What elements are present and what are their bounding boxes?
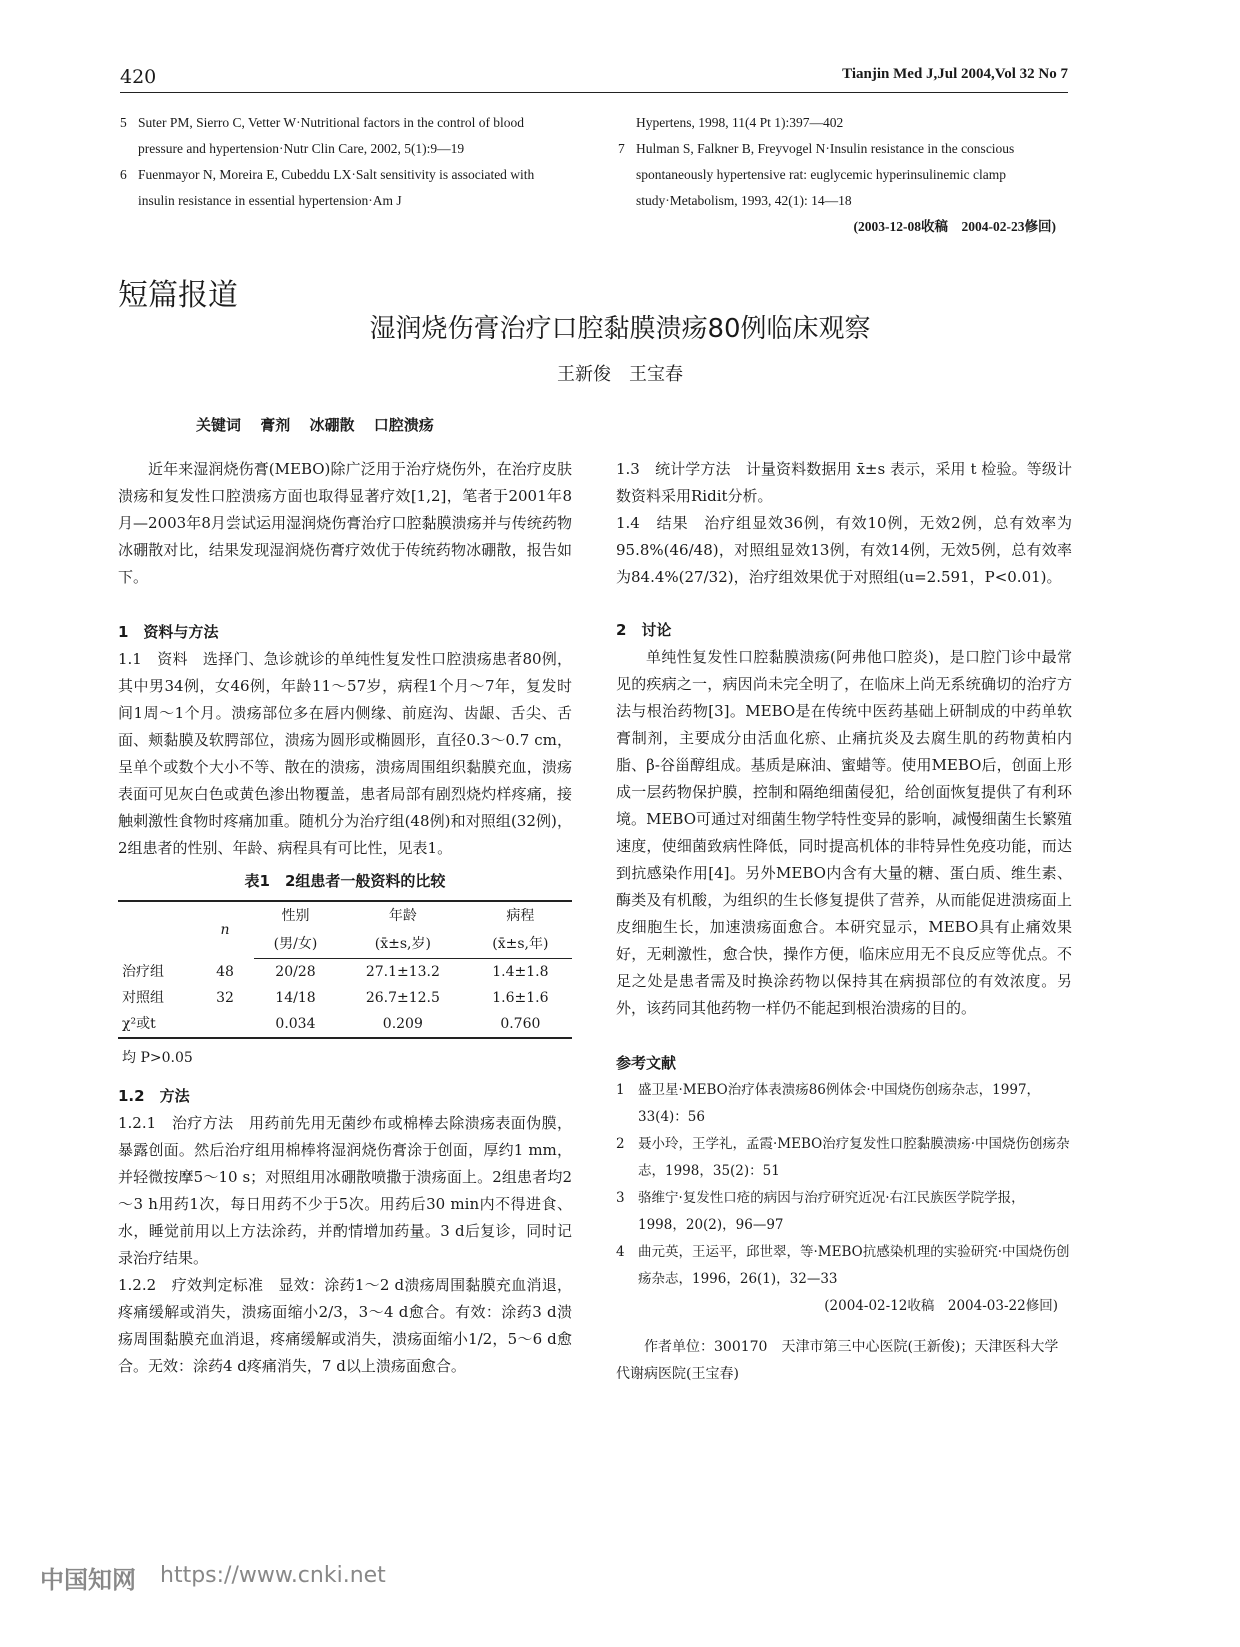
section-1-4: 1.4 结果 治疗组显效36例，有效10例，无效2例，总有效率为95.8%(46/48)，对照组显效13例，有效14例，无效5例，总有效率为84.4%(27/32)，治疗组效果优于对照组(u=2.591，P<0.01)。 [616, 514, 1072, 586]
table-cell: 26.7±12.5 [365, 990, 440, 1006]
reference-item [616, 1185, 1072, 1239]
table-row [118, 1011, 572, 1038]
top-references-left [120, 110, 568, 214]
table-header-cell: (x̄±s,年) [469, 930, 572, 959]
reference-number: 2 [616, 1136, 625, 1152]
reference-number: 3 [616, 1190, 625, 1206]
keyword: 冰硼散 [309, 416, 355, 434]
table-cell: 治疗组 [122, 963, 164, 980]
right-column [616, 456, 1072, 1388]
reference-number: 5 [120, 115, 127, 130]
reference-text: Suter PM, Sierro C, Vetter W·Nutritional factors in the control of blood pressure and hypertension·Nutr Clin Care, 2002, 5(1):9—19 [138, 115, 525, 156]
table-caption: 表1 2组患者一般资料的比较 [244, 872, 446, 890]
header-rule [120, 92, 1068, 93]
left-column [118, 456, 572, 1380]
table-header-row [118, 901, 572, 930]
reference-text: 曲元英，王运平，邱世翠，等·MEBO抗感染机理的实验研究·中国烧伤创疡杂志，1996，26(1)，32—33 [638, 1244, 1070, 1287]
footer-url[interactable]: https://www.cnki.net [160, 1563, 386, 1588]
page-number: 420 [120, 66, 157, 88]
data-table [118, 900, 572, 1039]
received-note: (2004-02-12收稿 2004-03-22修回) [824, 1298, 1058, 1314]
table-cell: 48 [216, 963, 234, 980]
section-heading: 2 讨论 [616, 621, 672, 639]
reference-text: Fuenmayor N, Moreira E, Cubeddu LX·Salt sensitivity is associated with insulin resistance in essential hypertension·Am J [138, 167, 535, 208]
table-cell: 27.1±13.2 [365, 964, 440, 980]
table-cell: 20/28 [275, 964, 316, 980]
column-label: 短篇报道 [118, 278, 238, 313]
table-cell: 1.4±1.8 [492, 964, 549, 980]
table-header-cell: 年龄 [337, 901, 469, 930]
reference-number: 6 [120, 167, 127, 182]
reference-text: 骆维宁·复发性口疮的病因与治疗研究近况·右江民族医学院学报，1998，20(2)，96—97 [638, 1190, 1025, 1233]
top-references-right [618, 110, 1070, 240]
table-cell [196, 1011, 254, 1038]
reference-item [120, 162, 568, 214]
reference-number: 4 [616, 1244, 625, 1260]
reference-item [616, 1131, 1072, 1185]
reference-text: Hulman S, Falkner B, Freyvogel N·Insulin resistance in the conscious spontaneously hypertensive rat: euglycemic hyperinsulinemic clamp study·Metabolism, 1993, 42(1): 14—18 [636, 141, 1015, 208]
table-cell: 0.034 [254, 1011, 337, 1038]
references-heading: 参考文献 [616, 1054, 677, 1072]
reference-text: 聂小玲，王学礼，孟霞·MEBO治疗复发性口腔黏膜溃疡·中国烧伤创疡杂志，1998，35(2)：51 [638, 1136, 1070, 1179]
section-1-3: 1.3 统计学方法 计量资料数据用 x̄±s 表示，采用 t 检验。等级计数资料采用Ridit分析。 [616, 460, 1072, 505]
table-header-cell [118, 901, 196, 959]
table-cell: 对照组 [122, 990, 164, 1006]
author-affiliation: 作者单位：300170 天津市第三中心医院(王新俊)；天津医科大学代谢病医院(王宝春) [616, 1339, 1059, 1382]
reference-number: 7 [618, 141, 625, 156]
section-heading: 1.2 方法 [118, 1087, 190, 1105]
article-authors: 王新俊 王宝春 [557, 364, 683, 385]
reference-list [616, 1077, 1072, 1320]
reference-item [120, 110, 568, 162]
table-header-cell: (男/女) [254, 930, 337, 959]
table-row [118, 959, 572, 986]
section-1-1: 1.1 资料 选择门、急诊就诊的单纯性复发性口腔溃疡患者80例，其中男34例，女46例，年龄11～57岁，病程1个月～7年，复发时间1周～1个月。溃疡部位多在唇内侧缘、前庭沟、齿龈、舌尖、舌面、颊黏膜及软腭部位，溃疡为圆形或椭圆形，直径0.3～0.7 cm，呈单个或数个大小不等、散在的溃疡，溃疡周围组织黏膜充血，溃疡表面可见灰白色或黄色渗出物覆盖，患者局部有剧烈烧灼样疼痛，接触刺激性食物时疼痛加重。随机分为治疗组(48例)和对照组(32例)，2组患者的性别、年龄、病程具有可比性，见表1。 [118, 650, 572, 857]
table-cell: 14/18 [275, 990, 316, 1006]
table-row [118, 985, 572, 1011]
table-header-cell: (x̄±s,岁) [337, 930, 469, 959]
table-header-cell: 性别 [254, 901, 337, 930]
keywords-label: 关键词 [196, 416, 242, 434]
table-header-cell: 病程 [469, 901, 572, 930]
section-heading: 1 资料与方法 [118, 623, 219, 641]
journal-header: Tianjin Med J,Jul 2004,Vol 32 No 7 [842, 66, 1068, 82]
cnki-logo: 中国知网 [40, 1566, 136, 1594]
intro-paragraph: 近年来湿润烧伤膏(MEBO)除广泛用于治疗烧伤外，在治疗皮肤溃疡和复发性口腔溃疡方面也取得显著疗效[1,2]，笔者于2001年8月—2003年8月尝试运用湿润烧伤膏治疗口腔黏膜溃疡并与传统药物冰硼散对比，结果发现湿润烧伤膏疗效优于传统药物冰硼散，报告如下。 [118, 460, 572, 586]
table-note: 均 P>0.05 [122, 1050, 193, 1066]
table-cell: χ²或t [118, 1011, 196, 1038]
table-cell: 0.760 [469, 1011, 572, 1038]
received-note: (2003-12-08收稿 2004-02-23修回) [853, 219, 1056, 234]
article-title: 湿润烧伤膏治疗口腔黏膜溃疡80例临床观察 [369, 314, 871, 344]
keywords [196, 414, 448, 435]
section-1-2-1: 1.2.1 治疗方法 用药前先用无菌纱布或棉棒去除溃疡表面伪膜，暴露创面。然后治疗组用棉棒将湿润烧伤膏涂于创面，厚约1 mm，并轻微按摩5～10 s；对照组用冰硼散喷撒于溃疡面上。2组患者均2～3 h用药1次，每日用药不少于5次。用药后30 min内不得进食、水，睡觉前用以上方法涂药，并酌情增加药量。3 d后复诊，同时记录治疗结果。 [118, 1114, 572, 1267]
section-1-2-2: 1.2.2 疗效判定标准 显效：涂药1～2 d溃疡周围黏膜充血消退，疼痛缓解或消失，溃疡面缩小2/3，3～4 d愈合。有效：涂药3 d溃疡周围黏膜充血消退，疼痛缓解或消失，溃疡面缩小1/2，5～6 d愈合。无效：涂药4 d疼痛消失，7 d以上溃疡面愈合。 [118, 1276, 572, 1375]
keyword: 口腔溃疡 [373, 416, 434, 434]
reference-item [618, 136, 1070, 214]
table-header-cell: n [196, 901, 254, 959]
reference-number: 1 [616, 1082, 625, 1098]
reference-item [616, 1077, 1072, 1131]
reference-text: 盛卫星·MEBO治疗体表溃疡86例体会·中国烧伤创疡杂志，1997，33(4)：56 [638, 1082, 1041, 1125]
table-cell: 32 [216, 990, 234, 1006]
table-cell: 1.6±1.6 [492, 990, 549, 1006]
table-cell: 0.209 [337, 1011, 469, 1038]
reference-continuation: Hypertens, 1998, 11(4 Pt 1):397—402 [636, 115, 844, 130]
keyword: 膏剂 [260, 416, 291, 434]
reference-item [616, 1239, 1072, 1293]
discussion-paragraph: 单纯性复发性口腔黏膜溃疡(阿弗他口腔炎)，是口腔门诊中最常见的疾病之一，病因尚未完全明了，在临床上尚无系统确切的治疗方法与根治药物[3]。MEBO是在传统中医药基础上研制成的中药单软膏制剂，主要成分由活血化瘀、止痛抗炎及去腐生肌的药物黄柏内脂、β-谷甾醇组成。基质是麻油、蜜蜡等。使用MEBO后，创面上形成一层药物保护膜，控制和隔绝细菌侵犯，给创面恢复提供了有利环境。MEBO可通过对细菌生物学特性变异的影响，减慢细菌生长繁殖速度，使细菌致病性降低，同时提高机体的非特异性免疫功能，而达到抗感染作用[4]。另外MEBO内含有大量的糖、蛋白质、维生素、酶类及有机酸，为组织的生长修复提供了营养，从而能促进溃疡面上皮细胞生长，加速溃疡面愈合。本研究显示，MEBO具有止痛效果好，无刺激性，愈合快，操作方便，临床应用无不良反应等优点。不足之处是患者需及时换涂药物以保持其在病损部位的有效浓度。另外，该药同其他药物一样仍不能起到根治溃疡的目的。 [616, 648, 1072, 1017]
